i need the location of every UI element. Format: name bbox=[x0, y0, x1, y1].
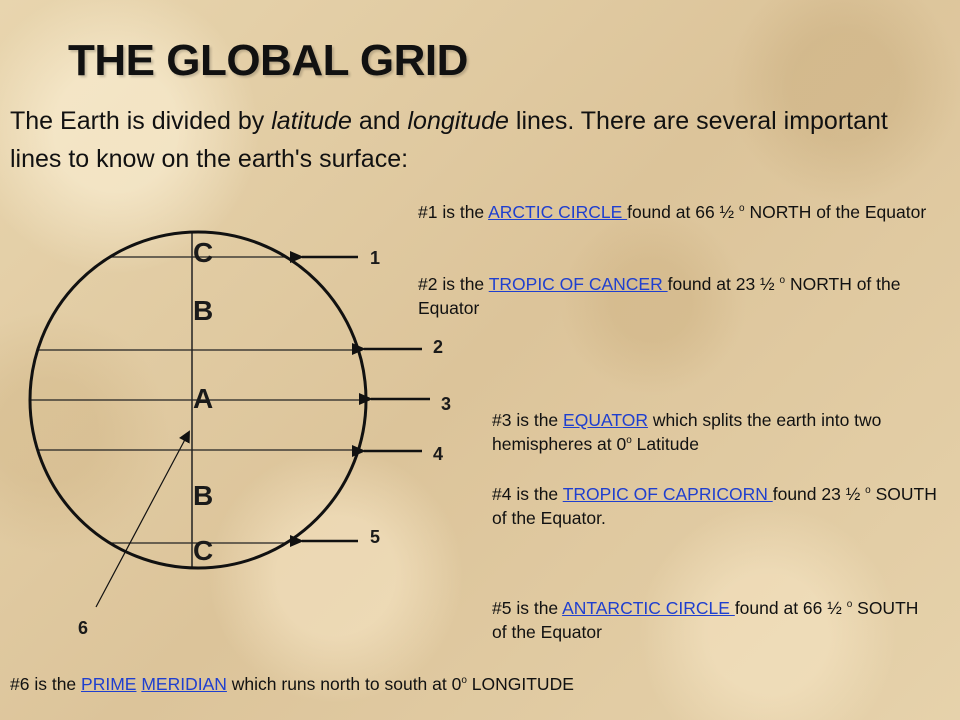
tropic-of-cancer-link[interactable]: TROPIC OF CANCER bbox=[488, 274, 668, 294]
equator-link[interactable]: EQUATOR bbox=[563, 410, 648, 430]
tropic-of-cancer-description: #2 is the TROPIC OF CANCER found at 23 ½ $^o$ NORTH of the Equator bbox=[418, 274, 901, 318]
arrow-number-6: 6 bbox=[78, 618, 89, 638]
tropic-of-capricorn-link[interactable]: TROPIC OF CAPRICORN bbox=[562, 484, 773, 504]
arrow-number-1: 1 bbox=[370, 248, 381, 268]
arrow-number-2: 2 bbox=[433, 337, 444, 357]
intro-text: The Earth is divided by latitude and longitude lines. There are several important lines to know on the earth's surface: bbox=[10, 107, 888, 173]
zone-label-b-north: B bbox=[193, 295, 214, 326]
arrow-number-5: 5 bbox=[370, 527, 381, 547]
zone-label-c-north: C bbox=[193, 237, 214, 268]
zone-label-c-south: C bbox=[193, 535, 214, 566]
antarctic-circle-description: #5 is the ANTARCTIC CIRCLE found at 66 ½ $^o$ SOUTH of the Equator bbox=[492, 598, 919, 642]
zone-label-a: A bbox=[193, 383, 214, 414]
arrow-number-4: 4 bbox=[433, 444, 444, 464]
latitude-term: latitude bbox=[271, 107, 352, 135]
longitude-term: longitude bbox=[407, 107, 509, 135]
prime-link[interactable]: PRIME bbox=[81, 674, 137, 694]
meridian-link[interactable]: MERIDIAN bbox=[141, 674, 227, 694]
arctic-circle-link[interactable]: ARCTIC CIRCLE bbox=[488, 202, 628, 222]
arrow-number-3: 3 bbox=[441, 394, 452, 414]
equator-description: #3 is the EQUATOR which splits the earth into two hemispheres at 0$^o$ Latitude bbox=[492, 410, 882, 454]
page-title: THE GLOBAL GRID bbox=[68, 36, 468, 85]
zone-label-b-south: B bbox=[193, 480, 214, 511]
tropic-of-capricorn-description: #4 is the TROPIC OF CAPRICORN found 23 ½ $^o$ SOUTH of the Equator. bbox=[492, 484, 937, 528]
prime-meridian-description: #6 is the PRIME MERIDIAN which runs north to south at 0$^o$ LONGITUDE bbox=[10, 674, 574, 694]
arrow-6 bbox=[96, 432, 189, 607]
arctic-circle-description: #1 is the ARCTIC CIRCLE found at 66 ½ $^o$ NORTH of the Equator bbox=[418, 202, 927, 222]
antarctic-circle-link[interactable]: ANTARCTIC CIRCLE bbox=[562, 598, 735, 618]
